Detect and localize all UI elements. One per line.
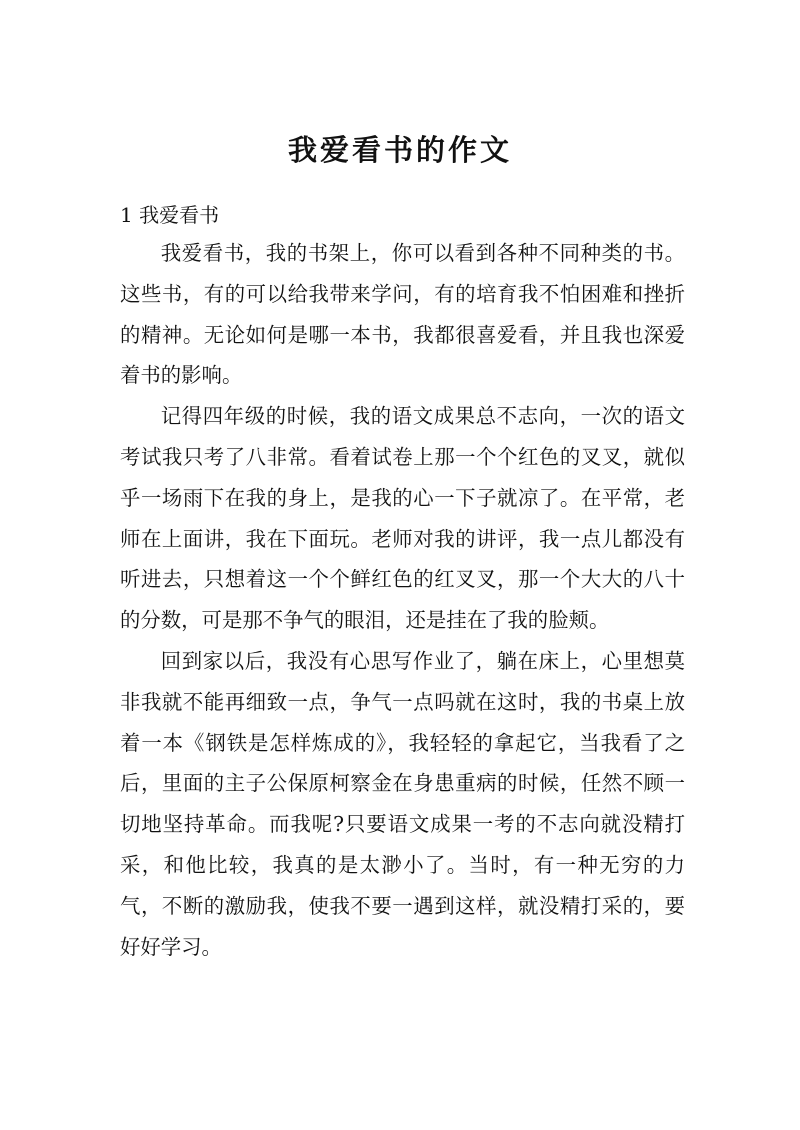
paragraph: 记得四年级的时候，我的语文成果总不志向，一次的语文考试我只考了八非常。看着试卷上那一个个红色的叉叉，就似乎一场雨下在我的身上，是我的心一下子就凉了。在平常，老师在上面讲，我在下面玩。老师对我的讲评，我一点儿都没有听进去，只想着这一个个鲜红色的红叉叉，那一个大大的八十的分数，可是那不争气的眼泪，还是挂在了我的脸颊。 <box>120 404 685 633</box>
section-heading: 1 我爱看书 <box>120 203 220 227</box>
document-body <box>120 233 685 967</box>
page-title: 我爱看书的作文 <box>287 133 512 167</box>
paragraph: 我爱看书，我的书架上，你可以看到各种不同种类的书。这些书，有的可以给我带来学问，有的培育我不怕困难和挫折的精神。无论如何是哪一本书，我都很喜爱看，并且我也深爱着书的影响。 <box>120 241 685 388</box>
paragraph: 回到家以后，我没有心思写作业了，躺在床上，心里想莫非我就不能再细致一点，争气一点吗就在这时，我的书桌上放着一本《钢铁是怎样炼成的》，我轻轻的拿起它，当我看了之后，里面的主子公保原柯察金在身患重病的时候，任然不顾一切地坚持革命。而我呢?只要语文成果一考的不志向就没精打采，和他比较，我真的是太渺小了。当时，有一种无穷的力气，不断的激励我，使我不要一遇到这样，就没精打采的，要好好学习。 <box>120 648 685 959</box>
